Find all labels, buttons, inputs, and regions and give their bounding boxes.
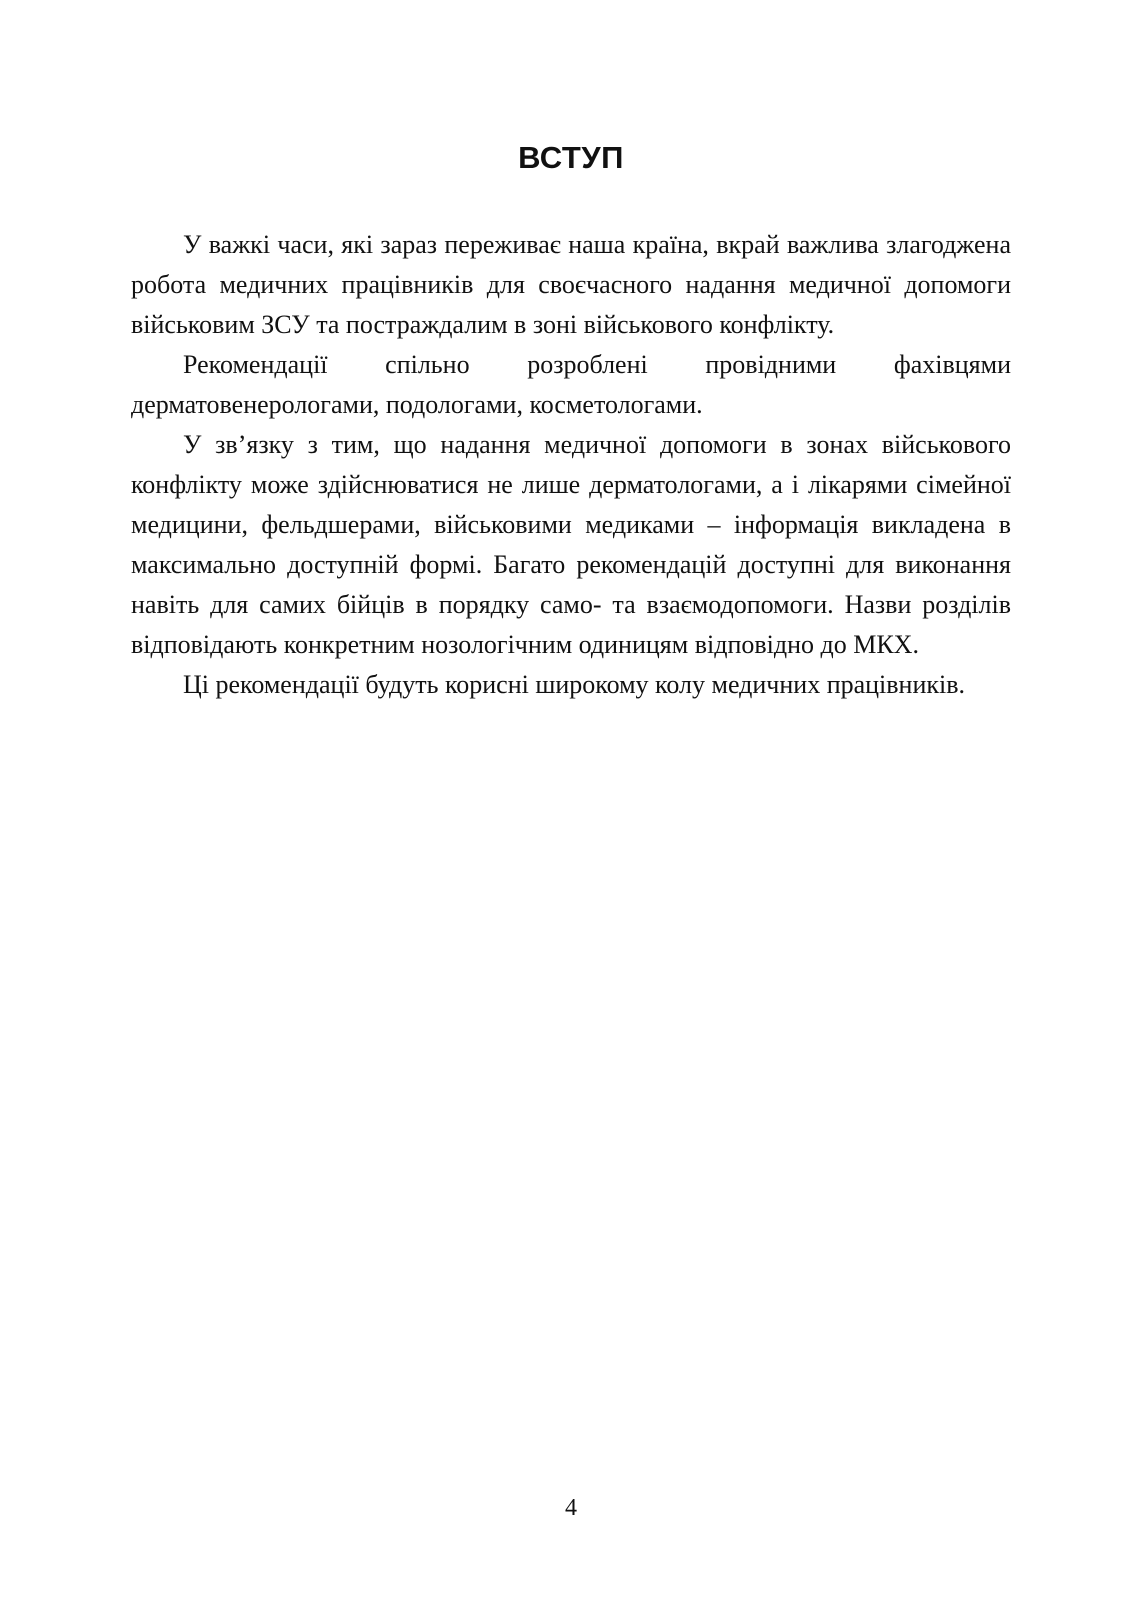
body-text [131, 225, 1011, 705]
page-title: ВСТУП [518, 140, 624, 175]
paragraph-1: У важкі часи, які зараз переживає наша країна, вкрай важлива злагоджена робота медичних працівників для своєчасного надання медичної допомоги військовим ЗСУ та постраждалим в зоні військового конфлікту. [131, 230, 1011, 339]
page-number: 4 [565, 1495, 577, 1521]
paragraph-3: У зв’язку з тим, що надання медичної допомоги в зонах військового конфлікту може здійснюватися не лише дерматологами, а і лікарями сімейної медицини, фельдшерами, військовими медиками – інформація викладена в максимально доступній формі. Багато рекомендацій доступні для виконання навіть для самих бійців в порядку само- та взаємодопомоги. Назви розділів відповідають конкретним нозологічним одиницям відповідно до МКХ. [131, 430, 1011, 659]
paragraph-4: Ці рекомендації будуть корисні широкому колу медичних працівників. [183, 670, 966, 699]
paragraph-2: Рекомендації спільно розроблені провідними фахівцями дерматовенерологами, подологами, косметологами. [131, 350, 1011, 419]
